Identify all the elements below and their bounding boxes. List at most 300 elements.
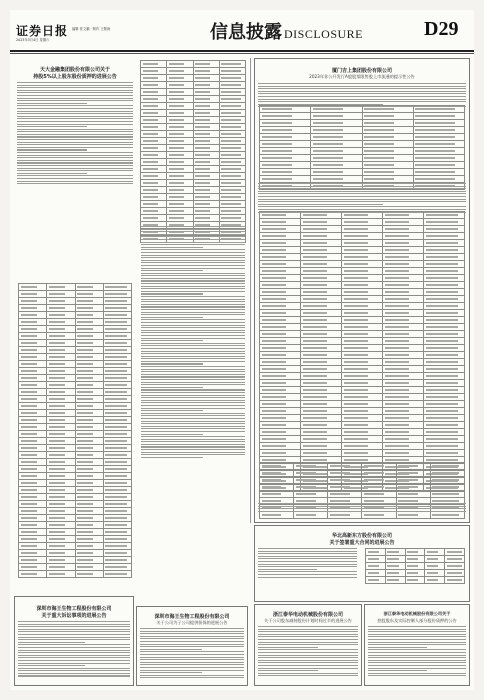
table-cell (19, 438, 47, 445)
table-cell (294, 491, 328, 498)
table-cell (219, 152, 245, 159)
table-cell (445, 577, 465, 584)
table-row (260, 268, 465, 275)
table-cell (301, 212, 342, 219)
table-cell (383, 359, 424, 366)
text-line (140, 644, 244, 645)
table-cell (342, 296, 383, 303)
table-cell (383, 261, 424, 268)
table-cell (19, 452, 47, 459)
table-cell (19, 305, 47, 312)
table-cell (47, 550, 75, 557)
table-cell (301, 331, 342, 338)
text-line (18, 655, 130, 656)
table-row (19, 550, 132, 557)
table-cell (219, 145, 245, 152)
table-cell (75, 410, 103, 417)
text-line (17, 170, 133, 171)
table-cell (193, 173, 219, 180)
table-row (19, 389, 132, 396)
text-line (141, 387, 203, 388)
table-row (19, 494, 132, 501)
table-cell (342, 429, 383, 436)
text-line (17, 124, 133, 125)
notice-1-title-line2: 持股5%以上股东股份质押的进展公告 (33, 74, 117, 80)
table-cell (366, 577, 386, 584)
text-line (368, 675, 466, 676)
notice-4-title-line1: 深圳市海王生物工程股份有限公司 (36, 606, 112, 612)
table-cell (141, 201, 167, 208)
table-cell (103, 445, 131, 452)
table-cell (103, 452, 131, 459)
text-line (258, 670, 318, 671)
table-row (260, 443, 465, 450)
table-cell (342, 394, 383, 401)
table-cell (383, 275, 424, 282)
table-cell (75, 438, 103, 445)
table-cell (47, 473, 75, 480)
table-row (260, 155, 465, 162)
table-cell (219, 75, 245, 82)
text-line (17, 149, 87, 150)
table-cell (260, 373, 301, 380)
text-line (17, 136, 133, 137)
text-line (18, 673, 130, 674)
table-cell (103, 389, 131, 396)
text-line (18, 652, 130, 653)
table-cell (260, 324, 301, 331)
text-line (18, 631, 130, 632)
table-cell (260, 436, 301, 443)
table-cell (383, 282, 424, 289)
table-cell (103, 501, 131, 508)
text-line (140, 628, 244, 629)
table-cell (193, 194, 219, 201)
table-cell (75, 557, 103, 564)
table-cell (405, 556, 425, 563)
table-cell (383, 303, 424, 310)
table-cell (301, 387, 342, 394)
text-line (141, 428, 245, 429)
table-row (260, 484, 465, 491)
text-line (141, 434, 203, 435)
table-cell (47, 312, 75, 319)
text-line (141, 384, 245, 385)
text-line (17, 157, 133, 158)
text-line (141, 312, 245, 313)
table-cell (294, 484, 328, 491)
table-cell (103, 333, 131, 340)
notice-1 (14, 58, 136, 593)
table-cell (424, 338, 465, 345)
table-cell (413, 155, 464, 162)
table-cell (219, 103, 245, 110)
table-cell (328, 491, 362, 498)
table-cell (260, 169, 311, 176)
table-cell (260, 303, 301, 310)
table-cell (342, 415, 383, 422)
editor-credit: 编辑 张文鹏 · 制作 王敬涛 (72, 27, 111, 31)
table-row (260, 352, 465, 359)
table-cell (342, 408, 383, 415)
table-cell (424, 324, 465, 331)
table-cell (383, 240, 424, 247)
text-line (141, 441, 245, 442)
table-cell (383, 233, 424, 240)
text-line (17, 178, 133, 179)
text-line (17, 183, 133, 184)
text-line (141, 265, 245, 266)
table-row (19, 522, 132, 529)
table-cell (294, 463, 328, 470)
table-cell (103, 403, 131, 410)
page-number: D29 (424, 18, 459, 40)
table-cell (260, 491, 294, 498)
text-line (141, 273, 245, 274)
table-cell (47, 438, 75, 445)
notice-1-table-continued (140, 60, 246, 243)
table-row (366, 563, 465, 570)
table-cell (342, 338, 383, 345)
table-cell (19, 508, 47, 515)
table-cell (260, 176, 311, 183)
table-cell (362, 463, 396, 470)
text-line (141, 413, 245, 414)
table-row (260, 141, 465, 148)
table-cell (141, 82, 167, 89)
table-cell (301, 310, 342, 317)
text-line (18, 668, 130, 669)
table-cell (19, 382, 47, 389)
table-cell (366, 563, 386, 570)
table-row (260, 324, 465, 331)
table-cell (430, 477, 464, 484)
table-row (260, 470, 465, 477)
text-line (258, 571, 357, 572)
table-cell (103, 361, 131, 368)
table-cell (342, 443, 383, 450)
newspaper-logo: 证券日报 (16, 24, 69, 38)
table-cell (103, 459, 131, 466)
text-line (141, 415, 245, 416)
table-cell (311, 134, 362, 141)
table-row (19, 347, 132, 354)
table-cell (301, 352, 342, 359)
table-row (19, 312, 132, 319)
table-cell (328, 470, 362, 477)
table-row (260, 373, 465, 380)
text-line (141, 449, 245, 450)
text-line (258, 629, 358, 630)
table-cell (219, 201, 245, 208)
notice-6-title-line2: 关于公司股东减持股份计划时间过半的进展公告 (264, 618, 352, 623)
table-cell (193, 152, 219, 159)
section-title-en: DISCLOSURE (284, 27, 364, 41)
text-line (258, 551, 357, 552)
table-cell (260, 254, 301, 261)
table-row (19, 424, 132, 431)
text-line (141, 439, 245, 440)
table-cell (260, 134, 311, 141)
text-line (17, 139, 133, 140)
text-line (141, 389, 245, 390)
table-row (260, 359, 465, 366)
table-cell (445, 556, 465, 563)
table-cell (193, 166, 219, 173)
table-row (19, 340, 132, 347)
text-line (368, 668, 466, 669)
text-line (17, 103, 87, 104)
table-cell (424, 359, 465, 366)
section-title-cn: 信息披露 (210, 22, 282, 43)
text-line (140, 675, 244, 676)
text-line (17, 113, 133, 114)
text-line (258, 93, 466, 94)
text-line (141, 242, 245, 243)
table-cell (19, 550, 47, 557)
table-cell (19, 347, 47, 354)
text-line (141, 423, 245, 424)
table-cell (383, 310, 424, 317)
table-cell (383, 408, 424, 415)
table-cell (342, 317, 383, 324)
table-cell (47, 487, 75, 494)
table-cell (260, 212, 301, 219)
table-cell (260, 317, 301, 324)
table-row (19, 466, 132, 473)
text-line (141, 319, 245, 320)
notice-6-title-line1: 浙江泰华电动机械股份有限公司 (272, 612, 343, 618)
text-line (17, 175, 133, 176)
table-cell (413, 113, 464, 120)
table-cell (366, 549, 386, 556)
table-cell (19, 501, 47, 508)
text-line (141, 421, 245, 422)
table-cell (19, 368, 47, 375)
table-cell (103, 396, 131, 403)
table-cell (193, 131, 219, 138)
table-cell (219, 82, 245, 89)
text-line (140, 659, 244, 660)
table-cell (19, 571, 47, 578)
text-line (141, 286, 245, 287)
table-row (141, 103, 246, 110)
table-row (141, 166, 246, 173)
table-cell (301, 303, 342, 310)
table-cell (75, 382, 103, 389)
table-cell (424, 254, 465, 261)
notice-4-body-text (18, 621, 130, 678)
masthead-rule (10, 50, 474, 52)
table-cell (47, 564, 75, 571)
notice-2-table-1 (259, 105, 465, 190)
table-row (19, 326, 132, 333)
table-cell (342, 366, 383, 373)
table-cell (383, 401, 424, 408)
text-line (368, 649, 466, 650)
table-row (260, 162, 465, 169)
table-cell (301, 233, 342, 240)
table-row (19, 396, 132, 403)
table-row (141, 110, 246, 117)
text-line (17, 108, 133, 109)
table-cell (385, 570, 405, 577)
text-line (258, 508, 466, 509)
table-cell (301, 226, 342, 233)
table-cell (219, 131, 245, 138)
table-cell (47, 396, 75, 403)
table-row (260, 380, 465, 387)
table-row (260, 134, 465, 141)
text-line (368, 673, 466, 674)
table-row (260, 282, 465, 289)
table-cell (219, 138, 245, 145)
table-cell (385, 563, 405, 570)
table-cell (311, 120, 362, 127)
text-line (368, 652, 466, 653)
table-cell (342, 450, 383, 457)
table-cell (103, 305, 131, 312)
table-cell (103, 494, 131, 501)
text-line (141, 431, 245, 432)
table-cell (47, 480, 75, 487)
table-cell (75, 431, 103, 438)
table-cell (219, 89, 245, 96)
table-row (19, 445, 132, 452)
text-line (17, 87, 133, 88)
table-row (141, 131, 246, 138)
text-line (140, 638, 244, 639)
notice-7-body-text (368, 626, 466, 678)
notice-5-title-line2: 关于公司为子公司提供担保的进展公告 (156, 620, 228, 625)
table-cell (405, 570, 425, 577)
table-cell (311, 162, 362, 169)
table-cell (141, 75, 167, 82)
notice-6 (254, 604, 362, 686)
table-cell (413, 120, 464, 127)
text-line (141, 262, 245, 263)
table-cell (47, 326, 75, 333)
text-line (18, 629, 130, 630)
table-cell (301, 443, 342, 450)
table-cell (342, 219, 383, 226)
table-cell (167, 145, 193, 152)
table-cell (141, 117, 167, 124)
table-cell (103, 319, 131, 326)
table-cell (19, 333, 47, 340)
table-cell (260, 240, 301, 247)
table-row (19, 417, 132, 424)
table-cell (383, 366, 424, 373)
table-cell (193, 145, 219, 152)
table-cell (424, 345, 465, 352)
table-cell (103, 536, 131, 543)
table-row (260, 148, 465, 155)
table-cell (219, 180, 245, 187)
table-cell (383, 338, 424, 345)
text-line (258, 626, 358, 627)
section-title (210, 18, 363, 44)
table-cell (413, 169, 464, 176)
text-line (141, 244, 245, 245)
table-cell (19, 361, 47, 368)
table-cell (167, 159, 193, 166)
text-line (141, 278, 245, 279)
table-cell (424, 331, 465, 338)
table-cell (103, 557, 131, 564)
table-row (260, 120, 465, 127)
notice-2 (254, 58, 470, 523)
table-row (260, 113, 465, 120)
table-cell (362, 106, 413, 113)
table-row (19, 508, 132, 515)
table-cell (75, 543, 103, 550)
table-cell (424, 310, 465, 317)
table-cell (301, 268, 342, 275)
column-divider (250, 58, 251, 523)
table-cell (424, 317, 465, 324)
table-row (260, 275, 465, 282)
text-line (141, 231, 245, 232)
table-row (19, 333, 132, 340)
text-line (17, 90, 133, 91)
table-row (260, 450, 465, 457)
table-cell (75, 522, 103, 529)
text-line (141, 444, 245, 445)
table-cell (430, 491, 464, 498)
table-cell (75, 305, 103, 312)
table-cell (301, 219, 342, 226)
table-cell (219, 110, 245, 117)
table-cell (260, 261, 301, 268)
table-cell (342, 373, 383, 380)
table-cell (260, 359, 301, 366)
table-row (260, 463, 465, 470)
table-cell (47, 571, 75, 578)
table-cell (167, 173, 193, 180)
text-line (258, 86, 466, 87)
table-cell (445, 570, 465, 577)
table-cell (424, 415, 465, 422)
text-line (258, 193, 466, 194)
table-cell (141, 68, 167, 75)
text-line (17, 147, 133, 148)
table-cell (103, 375, 131, 382)
table-row (260, 226, 465, 233)
text-line (141, 353, 245, 354)
table-cell (301, 436, 342, 443)
table-row (141, 96, 246, 103)
table-row (260, 338, 465, 345)
masthead-rule-thin (10, 53, 474, 54)
text-line (141, 260, 245, 261)
table-cell (260, 422, 301, 429)
text-line (368, 631, 466, 632)
text-line (258, 201, 466, 202)
table-cell (141, 152, 167, 159)
text-line (141, 327, 245, 328)
text-line (258, 83, 466, 84)
table-cell (362, 491, 396, 498)
table-row (19, 515, 132, 522)
table-cell (424, 212, 465, 219)
table-row (141, 61, 246, 68)
table-cell (167, 89, 193, 96)
table-row (141, 201, 246, 208)
table-cell (413, 134, 464, 141)
table-cell (260, 155, 311, 162)
notice-3 (254, 525, 470, 602)
